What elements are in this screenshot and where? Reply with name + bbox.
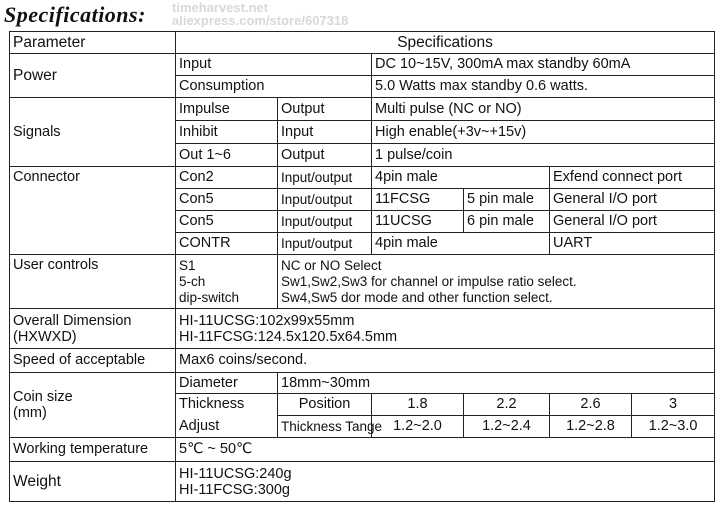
dimension-label-line: (HXWXD): [13, 328, 77, 345]
power-consumption-value: 5.0 Watts max standby 0.6 watts.: [372, 76, 715, 98]
signal-value: Multi pulse (NC or NO): [372, 98, 715, 121]
thickness-range-value: 1.2~2.4: [464, 416, 550, 438]
dimension-value-line: HI-11FCSG:124.5x120.5x64.5mm: [179, 328, 398, 345]
power-input-label: Input: [176, 54, 372, 76]
connector-note: General I/O port: [550, 211, 715, 233]
signal-value: High enable(+3v~+15v): [372, 121, 715, 144]
power-consumption-label: Consumption: [176, 76, 372, 98]
connector-name: Con5: [176, 211, 278, 233]
signal-name: Inhibit: [176, 121, 278, 144]
table-row: [10, 373, 715, 394]
dip-switch-line: dip-switch: [179, 289, 240, 305]
page-title: Specifications:: [4, 2, 146, 27]
connector-direction: Input/output: [278, 167, 372, 189]
table-header-row: [10, 32, 715, 54]
position-value: 1.8: [372, 394, 464, 416]
description-line: Sw1,Sw2,Sw3 for channel or impulse ratio select.: [281, 273, 577, 289]
connector-name: Con5: [176, 189, 278, 211]
watermark-line-1: timeharvest.net: [172, 0, 269, 15]
power-label: Power: [10, 54, 176, 98]
dimension-label: [10, 309, 176, 349]
user-controls-description: [278, 255, 715, 309]
thickness-range-value: 1.2~2.8: [550, 416, 632, 438]
table-row: [10, 349, 715, 373]
signal-direction: Output: [278, 144, 372, 167]
connector-note: UART: [550, 233, 715, 255]
position-value: 2.6: [550, 394, 632, 416]
position-value: 2.2: [464, 394, 550, 416]
connector-name: CONTR: [176, 233, 278, 255]
thickness-label: Thickness: [176, 394, 278, 416]
connector-direction: Input/output: [278, 233, 372, 255]
description-line: NC or NO Select: [281, 257, 382, 273]
dimension-value-line: HI-11UCSG:102x99x55mm: [179, 312, 355, 329]
weight-label: Weight: [10, 462, 176, 502]
signal-direction: Output: [278, 98, 372, 121]
diameter-value: 18mm~30mm: [278, 373, 715, 394]
coin-size-label-line: Coin size: [13, 389, 73, 405]
table-row: [10, 309, 715, 349]
signal-value: 1 pulse/coin: [372, 144, 715, 167]
dimension-value: [176, 309, 715, 349]
position-label: Position: [278, 394, 372, 416]
header-parameter: Parameter: [10, 32, 176, 54]
coin-size-label-line: (mm): [13, 405, 47, 421]
table-row: [10, 98, 715, 121]
thickness-range-value: 1.2~2.0: [372, 416, 464, 438]
power-input-value: DC 10~15V, 300mA max standby 60mA: [372, 54, 715, 76]
dip-switch-line: S1: [179, 257, 196, 273]
connector-pins: 5 pin male: [464, 189, 550, 211]
weight-value-line: HI-11FCSG:300g: [179, 481, 290, 498]
speed-value: Max6 coins/second.: [176, 349, 715, 373]
diameter-label: Diameter: [176, 373, 278, 394]
thickness-range-value: 1.2~3.0: [632, 416, 715, 438]
connector-name: Con2: [176, 167, 278, 189]
user-controls-label: User controls: [10, 255, 176, 309]
connector-type: 4pin male: [372, 167, 550, 189]
speed-label: Speed of acceptable: [10, 349, 176, 373]
weight-value: [176, 462, 715, 502]
signal-direction: Input: [278, 121, 372, 144]
connector-label: Connector: [10, 167, 176, 255]
position-value: 3: [632, 394, 715, 416]
connector-note: Exfend connect port: [550, 167, 715, 189]
signals-label: Signals: [10, 98, 176, 167]
dip-switch-cell: [176, 255, 278, 309]
connector-note: General I/O port: [550, 189, 715, 211]
connector-type: 11FCSG: [372, 189, 464, 211]
table-row: [10, 438, 715, 462]
weight-value-line: HI-11UCSG:240g: [179, 465, 292, 482]
connector-type: 11UCSG: [372, 211, 464, 233]
header-specifications: Specifications: [176, 32, 715, 54]
connector-pins: 6 pin male: [464, 211, 550, 233]
connector-direction: Input/output: [278, 211, 372, 233]
coin-size-label: [10, 373, 176, 438]
specifications-table: [9, 31, 715, 502]
adjust-label: Adjust: [176, 416, 278, 438]
temperature-label: Working temperature: [10, 438, 176, 462]
signal-name: Out 1~6: [176, 144, 278, 167]
connector-direction: Input/output: [278, 189, 372, 211]
connector-type: 4pin male: [372, 233, 550, 255]
watermark-line-2: aliexpress.com/store/607318: [172, 13, 349, 28]
dip-switch-line: 5-ch: [179, 273, 206, 289]
temperature-value: 5℃ ~ 50℃: [176, 438, 715, 462]
signal-name: Impulse: [176, 98, 278, 121]
table-row: [10, 462, 715, 502]
table-row: [10, 167, 715, 189]
table-row: [10, 255, 715, 309]
thickness-range-label: Thickness Tange: [278, 416, 372, 438]
description-line: Sw4,Sw5 dor mode and other function select.: [281, 289, 553, 305]
dimension-label-line: Overall Dimension: [13, 312, 132, 329]
table-row: [10, 54, 715, 76]
